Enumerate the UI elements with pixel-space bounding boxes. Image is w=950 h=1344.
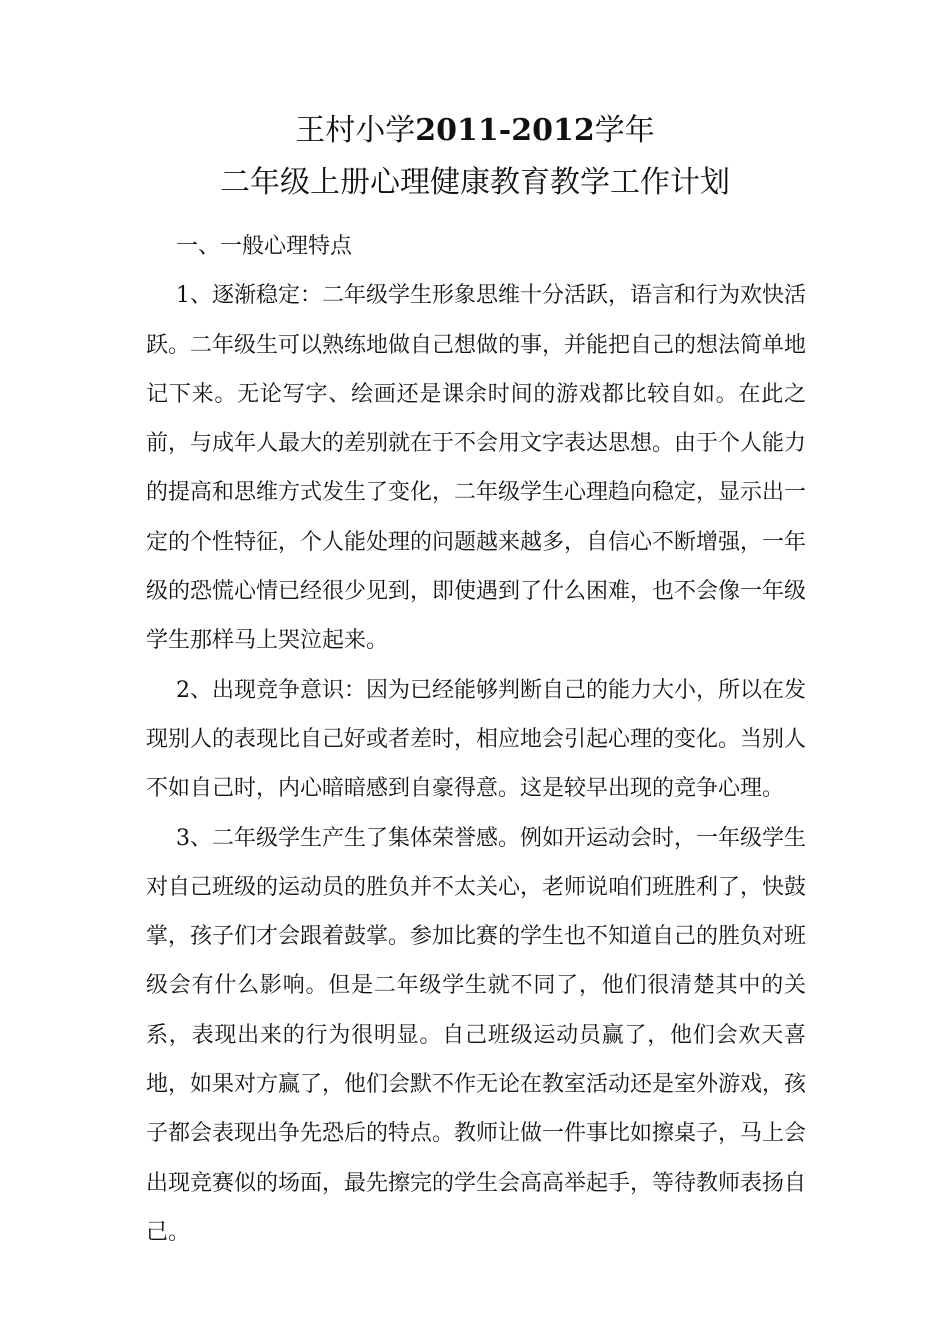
document-title-line1 <box>0 111 950 151</box>
document-body <box>146 222 806 1257</box>
school-name: 王村小学 <box>295 113 416 148</box>
section-heading: 一、一般心理特点 <box>176 234 353 259</box>
school-year-suffix: 学年 <box>594 113 655 148</box>
paragraph-1: 1、逐渐稳定：二年级学生形象思维十分活跃，语言和行为欢快活跃。二年级生可以熟练地做自己想做的事，并能把自己的想法简单地记下来。无论写字、绘画还是课余时间的游戏都比较自如。在此之前，与成年人最大的差别就在于不会用文字表达思想。由于个人能力的提高和思维方式发生了变化，二年级学生心理趋向稳定，显示出一定的个性特征，个人能处理的问题越来越多，自信心不断增强，一年级的恐慌心情已经很少见到，即使遇到了什么困难，也不会像一年级学生那样马上哭泣起来。 <box>146 283 807 654</box>
school-year: 2011-2012 <box>415 113 595 148</box>
paragraph-3: 3、二年级学生产生了集体荣誉感。例如开运动会时，一年级学生对自己班级的运动员的胜负并不太关心，老师说咱们班胜利了，快鼓掌，孩子们才会跟着鼓掌。参加比赛的学生也不知道自己的胜负对班级会有什么影响。但是二年级学生就不同了，他们很清楚其中的关系，表现出来的行为很明显。自己班级运动员赢了，他们会欢天喜地，如果对方赢了，他们会默不作无论在教室活动还是室外游戏，孩子都会表现出争先恐后的特点。教师让做一件事比如擦桌子，马上会出现竞赛似的场面，最先擦完的学生会高高举起手，等待教师表扬自己。 <box>146 825 807 1245</box>
document-title-line2: 二年级上册心理健康教育教学工作计划 <box>220 165 730 200</box>
paragraph-2: 2、出现竞争意识：因为已经能够判断自己的能力大小，所以在发现别人的表现比自己好或者差时，相应地会引起心理的变化。当别人不如自己时，内心暗暗感到自豪得意。这是较早出现的竞争心理。 <box>146 677 807 802</box>
